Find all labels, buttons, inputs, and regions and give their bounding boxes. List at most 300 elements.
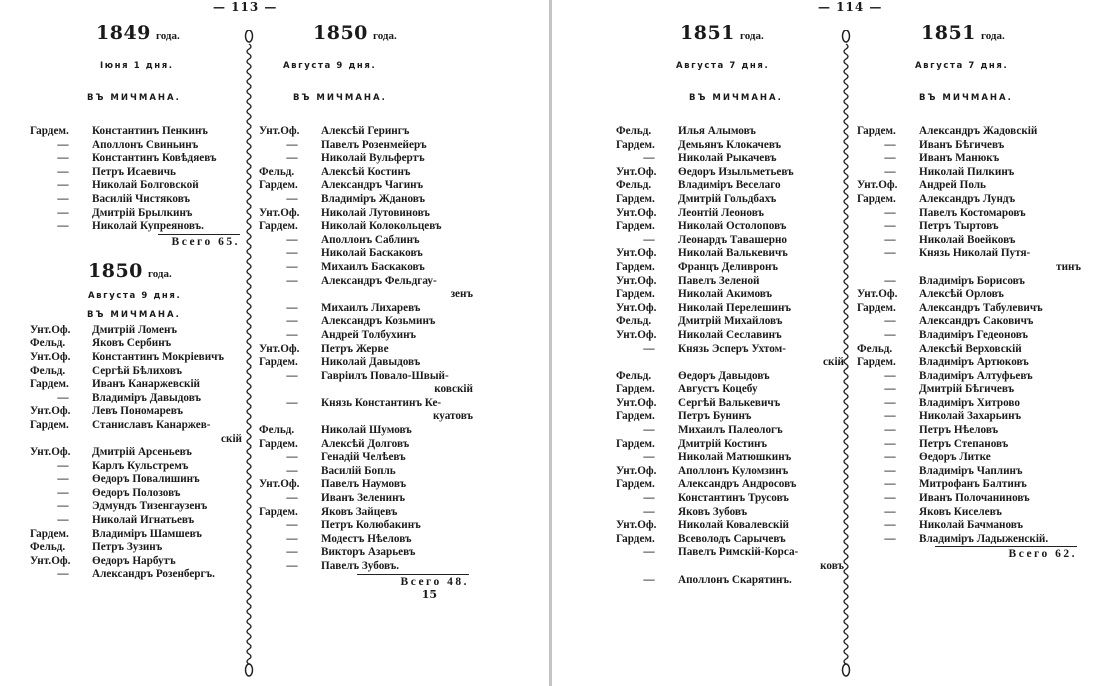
entry-name: Константинъ Ковѣдяевъ: [92, 152, 217, 165]
promotion-title: ВЪ МИЧМАНА.: [919, 93, 1013, 103]
entry-rank: —: [286, 532, 298, 545]
entry-name: Петръ Бунинъ: [678, 410, 752, 423]
entry-row: [857, 207, 1081, 221]
entry-rank: —: [286, 233, 298, 246]
entry-row: [616, 152, 844, 166]
entry-row: [616, 329, 844, 343]
entry-name: Өедоръ Литке: [919, 451, 991, 464]
entry-row: [616, 315, 844, 329]
column-1851-b: [857, 0, 1081, 560]
entry-row: [857, 383, 1081, 397]
entry-rank: Фельд.: [30, 364, 66, 377]
entry-name: Николай Купреяновъ.: [92, 220, 204, 233]
entry-name: Николай Болговской: [92, 179, 199, 192]
entry-row: [259, 329, 473, 343]
page-number: — 114 —: [818, 0, 883, 14]
entry-row: [30, 166, 242, 180]
entry-name: Эдмундъ Тизенгаузенъ: [92, 500, 208, 513]
entry-row: [30, 487, 242, 501]
section-1850-b: [259, 22, 473, 601]
entry-row: [857, 533, 1081, 547]
entry-rank: —: [884, 478, 896, 491]
entry-rank: Фельд.: [259, 165, 295, 178]
entry-row: [30, 179, 242, 193]
entry-row: [616, 343, 844, 357]
entry-rank: —: [57, 459, 69, 472]
entry-name: Аполлонъ Саблинъ: [321, 233, 420, 246]
entry-rank: Унт.Оф.: [30, 554, 71, 567]
entry-rank: —: [884, 532, 896, 545]
entry-rank: Унт.Оф.: [30, 350, 71, 363]
entry-name: Петръ Жерве: [321, 342, 389, 355]
year: 1851: [921, 22, 976, 44]
entry-rank: Гардем.: [616, 478, 655, 491]
entry-rank: —: [643, 152, 655, 165]
year-suffix: года.: [155, 30, 180, 42]
entry-name: Алексѣй Герингъ: [321, 125, 410, 137]
entry-name: Аполлонъ Скарятинъ.: [678, 573, 792, 586]
entry-name: Константинъ Пенкинъ: [92, 125, 208, 137]
entry-row: [616, 438, 844, 452]
entry-rank: Фельд.: [616, 125, 652, 137]
entry-row: [857, 152, 1081, 166]
entry-name: Владиміръ Артюковъ: [919, 356, 1029, 369]
entry-row: [259, 356, 473, 370]
chain-hook: [843, 664, 850, 676]
entry-name: Петръ Тыртовъ: [919, 220, 999, 233]
entry-row: [616, 193, 844, 207]
entry-row: [857, 275, 1081, 289]
entry-rank: Унт.Оф.: [616, 301, 657, 314]
entry-name: Владиміръ Борисовъ: [919, 274, 1025, 287]
entry-list: [259, 125, 473, 574]
entry-row: [857, 193, 1081, 207]
chain-hook: [246, 30, 253, 42]
entry-row: [30, 528, 242, 542]
entry-rank: Гардем.: [259, 437, 298, 450]
promotion-title: ВЪ МИЧМАНА.: [293, 93, 387, 103]
entry-row: [616, 247, 844, 261]
section-date: Августа 9 дня.: [88, 290, 182, 301]
entry-name: Леонардъ Тавашерно: [678, 233, 787, 246]
entry-name: Дмитрій Гольдбахъ: [678, 192, 777, 205]
entry-name: Павелъ Розенмейеръ: [321, 138, 427, 151]
entry-rank: —: [57, 473, 69, 486]
entry-name: Михаилъ Палеологъ: [678, 424, 783, 437]
year: 1851: [680, 22, 735, 44]
entry-row: [616, 519, 844, 533]
entry-name: Петръ Колюбакинъ: [321, 519, 421, 532]
entry-row: [259, 302, 473, 316]
entry-row: [30, 514, 242, 528]
entry-name: Петръ Исаевичь: [92, 165, 176, 178]
entry-name: Гавріилъ Повало-Швый-: [321, 369, 449, 382]
entry-name-continuation: скій: [221, 432, 242, 445]
entry-row: [259, 438, 473, 452]
entry-row: [259, 166, 473, 180]
entry-rank: —: [884, 152, 896, 165]
section-heading: [88, 260, 242, 282]
entry-rank: —: [57, 138, 69, 151]
entry-name: Павелъ Зеленой: [678, 274, 760, 287]
entry-row: [616, 234, 844, 248]
entry-rank: —: [884, 451, 896, 464]
entry-rank: Фельд.: [857, 342, 893, 355]
entry-name: Николай Акимовъ: [678, 288, 773, 301]
entry-name: Иванъ Манюкъ: [919, 152, 1000, 165]
entry-name: Яковъ Зубовъ: [678, 505, 748, 518]
entry-row: [616, 506, 844, 520]
entry-rank: —: [286, 519, 298, 532]
entry-name: Дмитрій Михайловъ: [678, 315, 783, 328]
entry-rank: —: [643, 505, 655, 518]
entry-name: Александръ Жадовскій: [919, 125, 1038, 137]
entry-rank: Унт.Оф.: [30, 446, 71, 459]
section-heading: [680, 22, 844, 44]
entry-name: Павелъ Костомаровъ: [919, 206, 1026, 219]
entry-rank: —: [884, 437, 896, 450]
entry-row: [30, 446, 242, 460]
entry-row: [30, 220, 242, 234]
entry-row: [616, 166, 844, 180]
entry-row: [857, 478, 1081, 492]
entry-name: Сергѣй Бѣлиховъ: [92, 364, 183, 377]
entry-rank: Гардем.: [30, 378, 69, 391]
right-page: [553, 0, 1107, 686]
entry-name: Дмитрій Бѣгичевъ: [919, 383, 1015, 396]
entry-name: Князь Эсперъ Ухтом-: [678, 342, 787, 355]
entry-name: Митрофанъ Балтинъ: [919, 478, 1027, 491]
entry-rank: Фельд.: [259, 424, 295, 437]
entry-rank: —: [57, 206, 69, 219]
entry-name: Андрей Поль: [919, 179, 986, 192]
entry-rank: Унт.Оф.: [259, 478, 300, 491]
entry-name: Василій Бопль: [321, 464, 396, 477]
year-suffix: года.: [739, 30, 764, 42]
entry-row: [30, 139, 242, 153]
entry-rank: —: [286, 369, 298, 382]
entry-rank: Унт.Оф.: [857, 288, 898, 301]
entry-row: [857, 370, 1081, 384]
entry-name: Владиміръ Алтуфьевъ: [919, 369, 1033, 382]
entry-row: [857, 465, 1081, 479]
entry-rank: Унт.Оф.: [30, 405, 71, 418]
entry-name: Иванъ Полочаниновъ: [919, 492, 1030, 505]
entry-row: [259, 478, 473, 492]
entry-row: [259, 247, 473, 261]
entry-row: [259, 125, 473, 139]
entry-rank: Гардем.: [30, 418, 69, 431]
entry-rank: —: [884, 410, 896, 423]
entry-name: Викторъ Азарьевъ: [321, 546, 416, 559]
year: 1850: [88, 259, 143, 282]
entry-rank: Унт.Оф.: [259, 125, 300, 137]
entry-rank: —: [884, 315, 896, 328]
entry-rank: —: [643, 233, 655, 246]
entry-rank: Фельд.: [616, 315, 652, 328]
column-1850: [259, 0, 473, 601]
entry-name: Августъ Коцебу: [678, 383, 758, 396]
entry-name: Николай Игнатьевъ: [92, 514, 195, 527]
entry-rank: —: [57, 500, 69, 513]
entry-rank: Гардем.: [616, 138, 655, 151]
page-gutter: [549, 0, 552, 686]
entry-name: Яковъ Зайцевъ: [321, 505, 398, 518]
entry-rank: —: [884, 247, 896, 260]
entry-name-continuation: скій: [823, 356, 844, 369]
entry-name: Александръ Чагинъ: [321, 179, 424, 192]
left-page: [0, 0, 549, 686]
entry-rank: Унт.Оф.: [616, 396, 657, 409]
entry-name: Николай Бачмановъ: [919, 519, 1024, 532]
entry-row: [259, 193, 473, 207]
entry-row: [616, 492, 844, 506]
entry-row: [30, 193, 242, 207]
promotion-title: ВЪ МИЧМАНА.: [87, 309, 181, 320]
entry-row: [259, 506, 473, 520]
entry-row: [259, 465, 473, 479]
entry-name: Өедоръ Изыльметьевъ: [678, 165, 794, 178]
entry-rank: —: [57, 192, 69, 205]
entry-row: [30, 555, 242, 569]
entry-row: [857, 451, 1081, 465]
year-suffix: года.: [147, 267, 172, 280]
entry-rank: Гардем.: [616, 437, 655, 450]
entry-name: Владиміръ Ладыженскій.: [919, 532, 1049, 545]
entry-list: [30, 324, 242, 582]
entry-name: Өедоръ Повалишинъ: [92, 473, 200, 486]
entry-rank: Унт.Оф.: [259, 206, 300, 219]
entry-row: [30, 125, 242, 139]
entry-row: [616, 383, 844, 397]
entry-name: Яковъ Сербинъ: [92, 337, 172, 350]
entry-rank: Гардем.: [259, 179, 298, 192]
entry-rank: —: [643, 451, 655, 464]
entry-row: [857, 302, 1081, 316]
entry-row: [616, 451, 844, 465]
promotion-title: ВЪ МИЧМАНА.: [87, 93, 181, 103]
entry-name: Алексѣй Верховскій: [919, 342, 1022, 355]
entry-list: [857, 125, 1081, 546]
entry-name: Константинъ Мокріевичъ: [92, 350, 225, 363]
entry-row: [616, 261, 844, 275]
chain-hook: [843, 30, 850, 42]
entry-rank: —: [286, 152, 298, 165]
entry-rank: Гардем.: [616, 383, 655, 396]
entry-rank: Унт.Оф.: [616, 247, 657, 260]
entry-row: [616, 288, 844, 302]
entry-row: [616, 139, 844, 153]
chain-divider: [840, 30, 852, 682]
entry-row: [259, 152, 473, 166]
entry-rank: —: [884, 424, 896, 437]
section-heading: [313, 22, 473, 44]
entry-rank: Унт.Оф.: [616, 464, 657, 477]
entry-row: [259, 220, 473, 234]
entry-name: Владиміръ Ждановъ: [321, 192, 426, 205]
entry-rank: —: [884, 138, 896, 151]
entry-row: [857, 410, 1081, 424]
entry-row: [259, 560, 473, 574]
entry-rank: —: [286, 492, 298, 505]
entry-name: Францъ Деливронъ: [678, 260, 778, 273]
entry-row: [616, 424, 844, 438]
entry-row: [616, 220, 844, 234]
entry-row: [259, 275, 473, 289]
entry-row: [857, 519, 1081, 533]
entry-rank: —: [57, 220, 69, 233]
entry-name: Николай Баскаковъ: [321, 247, 423, 260]
entry-name: Александръ Андросовъ: [678, 478, 797, 491]
entry-name: Константинъ Трусовъ: [678, 492, 789, 505]
entry-name-continuation: куатовъ: [433, 410, 473, 423]
entry-row: [30, 337, 242, 351]
entry-row: [857, 166, 1081, 180]
entry-name: Петръ Нѣеловъ: [919, 424, 999, 437]
entry-rank: —: [884, 519, 896, 532]
year-suffix: года.: [980, 30, 1005, 42]
entry-rank: —: [57, 514, 69, 527]
entry-rank: Унт.Оф.: [857, 179, 898, 192]
entry-rank: —: [884, 233, 896, 246]
entry-rank: —: [884, 369, 896, 382]
entry-rank: Унт.Оф.: [616, 328, 657, 341]
entry-rank: Унт.Оф.: [616, 519, 657, 532]
entry-row: [30, 568, 242, 582]
entry-row: [259, 519, 473, 533]
entry-row: [616, 207, 844, 221]
entry-rank: —: [286, 274, 298, 287]
entry-rank: Гардем.: [30, 125, 69, 137]
entry-rank: Гардем.: [616, 410, 655, 423]
page-number: — 113 —: [213, 0, 278, 14]
entry-name: Николай Воейковъ: [919, 233, 1016, 246]
section-date: Августа 9 дня.: [283, 61, 377, 71]
entry-rank: —: [57, 391, 69, 404]
entry-row: [259, 370, 473, 384]
entry-row: [259, 533, 473, 547]
entry-name: Александръ Табулевичъ: [919, 301, 1043, 314]
entry-row: [259, 315, 473, 329]
entry-row: [616, 275, 844, 289]
entry-name: Князь Константинъ Ке-: [321, 396, 442, 409]
entry-rank: Гардем.: [857, 301, 896, 314]
entry-name: Михаилъ Баскаковъ: [321, 260, 425, 273]
entry-name: Петръ Степановъ: [919, 437, 1009, 450]
entry-name: Всеволодъ Сарычевъ: [678, 532, 786, 545]
section-1849: [30, 22, 242, 248]
entry-rank: —: [286, 315, 298, 328]
entry-rank: —: [286, 464, 298, 477]
entry-name: Өедоръ Нарбутъ: [92, 554, 176, 567]
entry-row: [616, 533, 844, 547]
entry-name: Князь Николай Путя-: [919, 247, 1031, 260]
entry-rank: —: [286, 301, 298, 314]
entry-name: Николай Рыкачевъ: [678, 152, 777, 165]
entry-rank: —: [286, 328, 298, 341]
chain-line: [247, 44, 251, 664]
entry-row: [259, 261, 473, 275]
entry-name: Владиміръ Шамшевъ: [92, 527, 202, 540]
entry-name: Карлъ Кульстремъ: [92, 459, 189, 472]
signature-mark: 15: [421, 587, 437, 601]
entry-name: Алексѣй Костинъ: [321, 165, 411, 178]
entry-name: Алексѣй Долговъ: [321, 437, 410, 450]
entry-row: [857, 288, 1081, 302]
entry-row: [857, 438, 1081, 452]
entry-row: [616, 370, 844, 384]
entry-rank: —: [643, 492, 655, 505]
section-heading: [921, 22, 1081, 44]
entry-rank: Фельд.: [30, 337, 66, 350]
column-1849-1850: [30, 0, 242, 582]
entry-name: Владиміръ Гедеоновъ: [919, 328, 1029, 341]
entry-name: Яковъ Киселевъ: [919, 505, 1002, 518]
entry-rank: —: [884, 165, 896, 178]
section-1851-a: [616, 22, 844, 587]
entry-rank: Гардем.: [857, 192, 896, 205]
entry-name: Модестъ Нѣеловъ: [321, 532, 412, 545]
entry-name: Николай Остолоповъ: [678, 220, 787, 233]
entry-row: [30, 365, 242, 379]
section-1850-a: [30, 260, 242, 582]
entry-row: [259, 397, 473, 411]
entry-row: [857, 492, 1081, 506]
entry-rank: —: [884, 328, 896, 341]
entry-rank: —: [884, 383, 896, 396]
entry-name: Леонтій Леоновъ: [678, 206, 764, 219]
entry-name: Александръ Розенбергъ.: [92, 568, 215, 581]
entry-rank: —: [286, 192, 298, 205]
entry-name: Владиміръ Давыдовъ: [92, 391, 202, 404]
entry-row: [30, 324, 242, 338]
entry-rank: Унт.Оф.: [616, 274, 657, 287]
entry-name: Николай Лутовиновъ: [321, 206, 430, 219]
entry-name: Александръ Фельдгау-: [321, 274, 437, 287]
entry-row: [857, 356, 1081, 370]
entry-name: Александръ Козьминъ: [321, 315, 436, 328]
entry-name: Аполлонъ Куломзинъ: [678, 464, 789, 477]
entry-name: Дмитрій Брылкинъ: [92, 206, 193, 219]
entry-rank: Фельд.: [616, 179, 652, 192]
entry-row: [30, 405, 242, 419]
entry-rank: —: [643, 342, 655, 355]
entry-row: [259, 451, 473, 465]
entry-rank: —: [643, 573, 655, 586]
entry-row: [30, 378, 242, 392]
entry-row: [259, 492, 473, 506]
entry-name: Николай Ковалевскій: [678, 519, 789, 532]
entry-row: [857, 139, 1081, 153]
section-date: Августа 7 дня.: [915, 61, 1009, 71]
entry-row: [259, 234, 473, 248]
entry-row: [857, 343, 1081, 357]
entry-rank: —: [286, 138, 298, 151]
entry-rank: Унт.Оф.: [616, 165, 657, 178]
entry-row: [616, 125, 844, 139]
entry-name: Дмитрій Арсеньевъ: [92, 446, 192, 459]
entry-row: [259, 139, 473, 153]
entry-name: Андрей Толбухинъ: [321, 328, 417, 341]
entry-row: [259, 343, 473, 357]
entry-name: Иванъ Канаржевскій: [92, 378, 200, 391]
entry-name: Николай Колокольцевъ: [321, 220, 442, 233]
entry-rank: Гардем.: [30, 527, 69, 540]
entry-name: Владиміръ Хитрово: [919, 396, 1020, 409]
section-total: Всего 62.: [935, 546, 1077, 560]
entry-name: Илья Алымовъ: [678, 125, 756, 137]
entry-name: Николай Перелешинъ: [678, 301, 791, 314]
